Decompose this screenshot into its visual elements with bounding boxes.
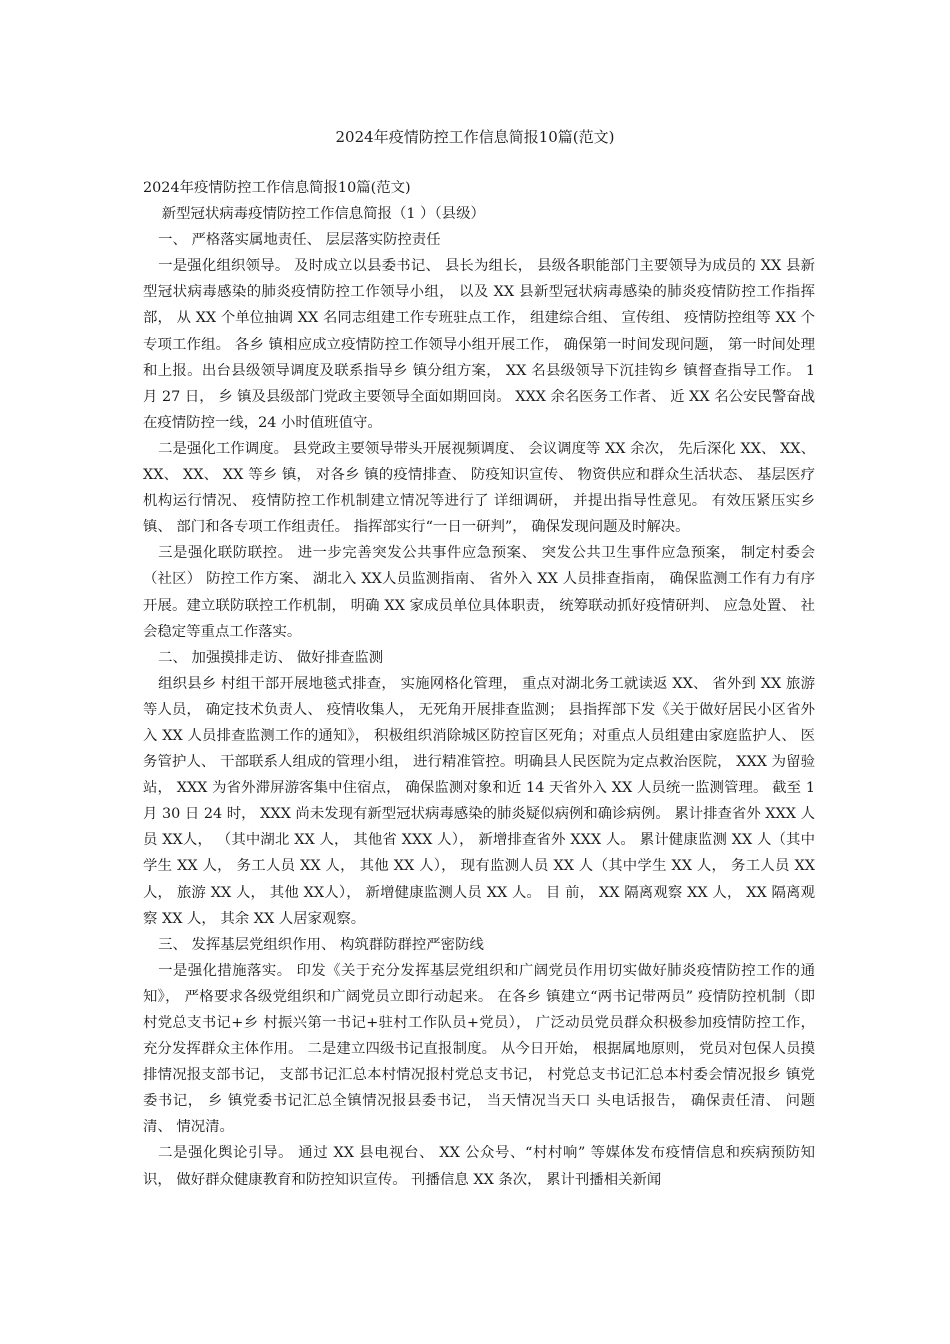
report-heading: 新型冠状病毒疫情防控工作信息简报（1 ）（县级） [161,206,485,223]
section-heading: 一、 严格落实属地责任、 层层落实防控责任 [158,232,441,249]
paragraph: 二是强化舆论引导。 通过 XX 县电视台、 XX 公众号、“村村响” 等媒体发布疫情信息和疾病预防知识， 做好群众健康教育和防控知识宣传。 刊播信息 XX 条次， 累计刊播相关新闻 [143,1145,815,1188]
paragraph: 三是强化联防联控。 进一步完善突发公共事件应急预案、 突发公共卫生事件应急预案， 制定村委会（社区） 防控工作方案、 湖北入 XX人员监测指南、 省外入 XX 人员排查指南， 确保监测工作有力有序开展。建立联防联控工作机制， 明确 XX 家成员单位具体职责， 统筹联动抓好疫情研判、 应急处置、 社会稳定等重点工作落实。 [143,545,815,640]
document-body [143,175,815,1193]
section-heading: 二、 加强摸排走访、 做好排查监测 [158,649,384,666]
paragraph: 二是强化工作调度。 县党政主要领导带头开展视频调度、 会议调度等 XX 余次， 先后深化 XX、 XX、 XX、 XX、 XX 等乡 镇， 对各乡 镇的疫情排查、 防疫知识宣传、 物资供应和群众生活状态、 基层医疗机构运行情况、 疫情防控工作机制建立情况等进行了 详细调研， 并提出指导性意见。 有效压紧压实乡 镇、 部门和各专项工作组责任。 指挥部实行“一日一研判”， 确保发现问题及时解决。 [143,440,815,536]
paragraph: 一是强化组织领导。 及时成立以县委书记、 县长为组长， 县级各职能部门主要领导为成员的 XX 县新型冠状病毒感染的肺炎疫情防控工作领导小组， 以及 XX 县新型冠状病毒感染的肺炎疫情防控工作指挥部， 从 XX 个单位抽调 XX 名同志组建工作专班驻点工作， 组建综合组、 宣传组、 疫情防控组等 XX 个专项工作组。 各乡 镇相应成立疫情防控工作领导小组开展工作， 确保第一时间发现问题， 第一时间处理和上报。出台县级领导调度及联系指导乡 镇分组方案， XX 名县级领导下沉挂钩乡 镇督查指导工作。 1 月 27 日， 乡 镇及县级部门党政主要领导全面如期回岗。 XXX 余名医务工作者、 近 XX 名公安民警奋战在疫情防控一线，24 小时值班值守。 [143,258,815,431]
document-title: 2024年疫情防控工作信息简报10篇(范文) [335,128,615,146]
paragraph: 一是强化措施落实。 印发《关于充分发挥基层党组织和广阔党员作用切实做好肺炎疫情防控工作的通知》， 严格要求各级党组织和广阔党员立即行动起来。 在各乡 镇建立“两书记带两员” 疫情防控机制（即村党总支书记+乡 村振兴第一书记+驻村工作队员+党员）， 广泛动员党员群众积极参加疫情防控工作， 充分发挥群众主体作用。 二是建立四级书记直报制度。 从今日开始， 根据属地原则， 党员对包保人员摸排情况报支部书记， 支部书记汇总本村情况报村党总支书记， 村党总支书记汇总本村委会情况报乡 镇党委书记， 乡 镇党委书记汇总全镇情况报县委书记， 当天情况当天口 头电话报告， 确保责任清、 问题清、 情况清。 [143,962,815,1136]
section-heading: 三、 发挥基层党组织作用、 构筑群防群控严密防线 [158,936,484,953]
paragraph: 组织县乡 村组干部开展地毯式排查， 实施网格化管理， 重点对湖北务工就读返 XX、 省外到 XX 旅游等人员， 确定技术负责人、 疫情收集人， 无死角开展排查监测； 县指挥部下发《关于做好居民小区省外入 XX 人员排查监测工作的通知》， 积极组织消除城区防控盲区死角；对重点人员组建由家庭监护人、 医务管护人、 干部联系人组成的管理小组， 进行精准管控。明确县人民医院为定点救治医院， XXX 为留验站， XXX 为省外滞屏游客集中住宿点， 确保监测对象和近 14 天省外入 XX 人员统一监测管理。 截至 1 月 30 日 24 时， XXX 尚未发现有新型冠状病毒感染的肺炎疑似病例和确诊病例。 累计排查省外 XXX 人员 XX人， （其中湖北 XX 人， 其他省 XXX 人）， 新增排查省外 XXX 人。 累计健康监测 XX 人（其中学生 XX 人， 务工人员 XX 人， 其他 XX 人）， 现有监测人员 XX 人（其中学生 XX 人， 务工人员 XX 人， 旅游 XX 人， 其他 XX人）， 新增健康监测人员 XX 人。 目 前， XX 隔离观察 XX 人， XX 隔离观察 XX 人， 其余 XX 人居家观察。 [143,675,815,927]
document-subtitle: 2024年疫情防控工作信息简报10篇(范文) [143,180,411,196]
